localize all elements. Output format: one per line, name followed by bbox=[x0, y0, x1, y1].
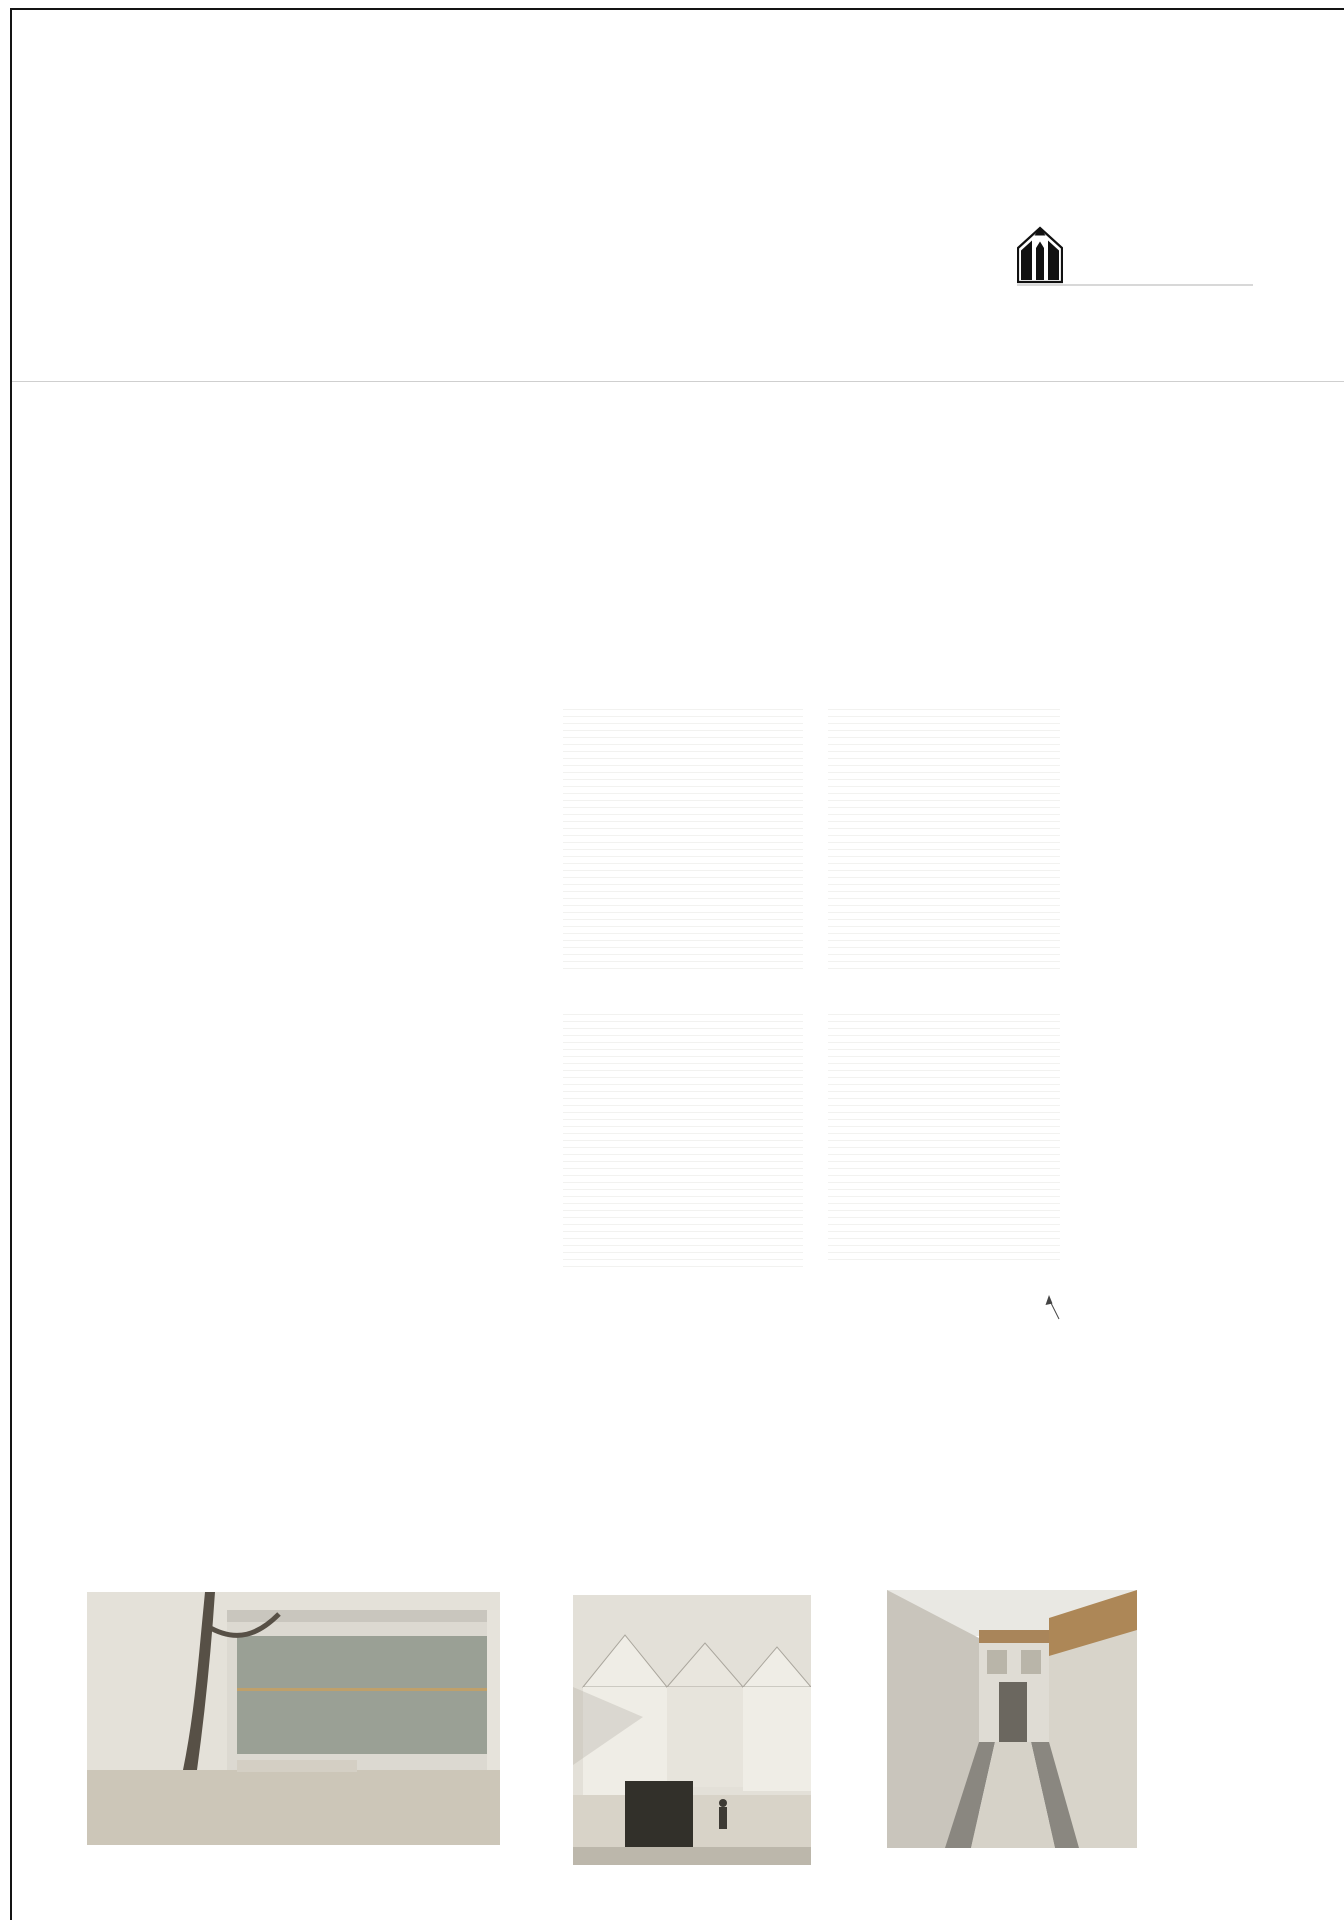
frame-top-line bbox=[10, 8, 1344, 10]
plan-etaj-4-figure bbox=[563, 1008, 803, 1272]
plan-etaj-3-figure bbox=[828, 703, 1060, 975]
plan-etaj-5-figure bbox=[828, 1008, 1060, 1266]
fatada-figure bbox=[57, 1000, 540, 1132]
exploded-axonometric-diagram bbox=[295, 408, 565, 708]
plan-etaj-1-2-figure bbox=[563, 703, 803, 975]
axonometric-view-figure bbox=[57, 693, 540, 981]
logo-wordmark bbox=[60, 233, 166, 237]
render-curte-comuna bbox=[87, 1592, 500, 1845]
plan-parter-figure bbox=[560, 337, 1040, 678]
render-strada-stefan-voda bbox=[573, 1595, 811, 1865]
north-arrow-icon bbox=[1040, 1292, 1064, 1322]
pencil-house-icon bbox=[1017, 226, 1063, 284]
render-alee-interioara bbox=[887, 1590, 1137, 1848]
section-underline bbox=[1017, 284, 1253, 286]
frame-left-line bbox=[10, 8, 12, 1920]
diagram-note bbox=[357, 392, 527, 400]
sectiune-figure bbox=[57, 1148, 540, 1300]
